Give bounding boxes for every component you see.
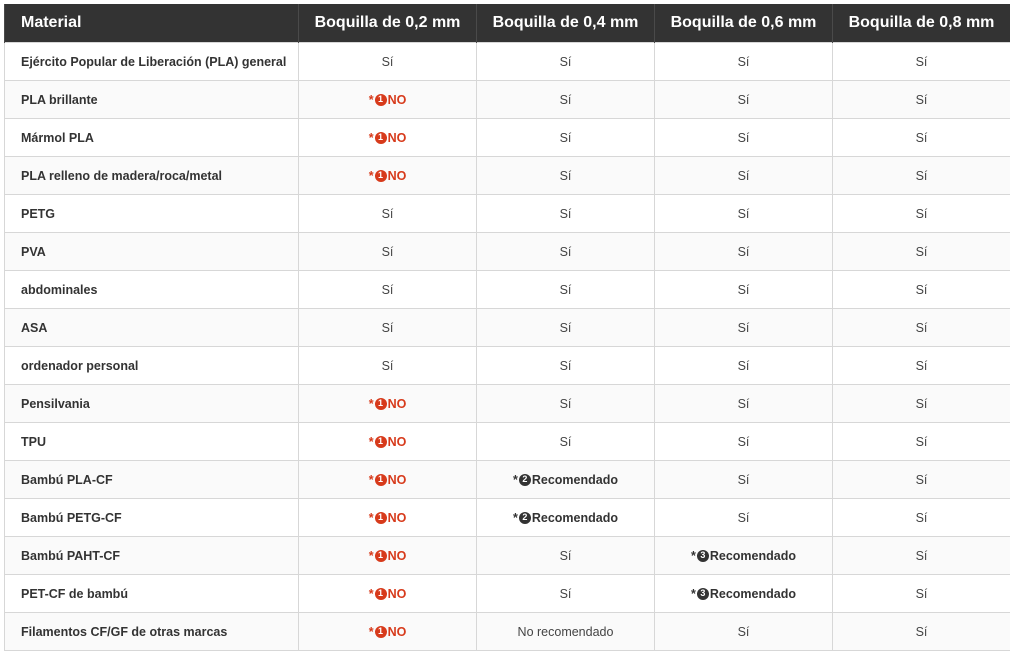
- value-yes: Sí: [559, 92, 572, 107]
- compat-cell: [655, 119, 833, 157]
- value-yes: Sí: [381, 320, 394, 335]
- asterisk-mark: *: [690, 586, 696, 601]
- compat-cell: [833, 537, 1010, 575]
- value-yes: Sí: [737, 168, 750, 183]
- recommended-label: Recomendado: [531, 510, 618, 525]
- table-row: [5, 385, 1010, 423]
- compat-cell: [477, 81, 655, 119]
- compat-cell: [833, 157, 1010, 195]
- compat-cell: [833, 613, 1010, 651]
- value-yes: Sí: [915, 586, 928, 601]
- header-nozzle-02: Boquilla de 0,2 mm: [299, 4, 477, 43]
- compat-cell: [833, 575, 1010, 613]
- value-no: [369, 549, 407, 563]
- value-yes: Sí: [737, 510, 750, 525]
- footnote-number-icon: 1: [375, 512, 387, 524]
- header-row: [5, 4, 1010, 43]
- value-yes: Sí: [737, 130, 750, 145]
- compatibility-table-container: [4, 4, 1010, 651]
- material-cell: PLA brillante: [5, 81, 299, 119]
- compat-cell: [833, 423, 1010, 461]
- value-yes: Sí: [737, 54, 750, 69]
- table-row: [5, 499, 1010, 537]
- material-cell: ordenador personal: [5, 347, 299, 385]
- value-no: [369, 131, 407, 145]
- footnote-number-icon: 1: [375, 474, 387, 486]
- value-yes: Sí: [381, 244, 394, 259]
- no-label: NO: [387, 624, 407, 639]
- compat-cell: [299, 423, 477, 461]
- compat-cell: [299, 537, 477, 575]
- nozzle-compatibility-table: [4, 4, 1010, 651]
- footnote-number-icon: 1: [375, 550, 387, 562]
- value-yes: Sí: [559, 244, 572, 259]
- footnote-number-icon: 1: [375, 588, 387, 600]
- value-no: [369, 511, 407, 525]
- table-row: [5, 81, 1010, 119]
- recommended-label: Recomendado: [531, 472, 618, 487]
- table-row: [5, 195, 1010, 233]
- footnote-number-icon: 1: [375, 626, 387, 638]
- compat-cell: [833, 347, 1010, 385]
- table-row: [5, 43, 1010, 81]
- value-yes: Sí: [737, 244, 750, 259]
- header-nozzle-08: Boquilla de 0,8 mm: [833, 4, 1010, 43]
- asterisk-mark: *: [368, 396, 374, 411]
- compat-cell: [833, 385, 1010, 423]
- value-yes: Sí: [915, 244, 928, 259]
- table-row: [5, 537, 1010, 575]
- value-yes: Sí: [559, 282, 572, 297]
- footnote-number-icon: 1: [375, 94, 387, 106]
- compat-cell: [833, 461, 1010, 499]
- table-row: [5, 613, 1010, 651]
- value-yes: Sí: [915, 358, 928, 373]
- material-cell: PET-CF de bambú: [5, 575, 299, 613]
- value-recommended: [513, 473, 618, 487]
- compat-cell: [655, 613, 833, 651]
- value-yes: Sí: [559, 548, 572, 563]
- compat-cell: [655, 81, 833, 119]
- footnote-number-icon: 2: [519, 474, 531, 486]
- value-yes: Sí: [915, 472, 928, 487]
- compat-cell: [477, 461, 655, 499]
- compat-cell: [833, 233, 1010, 271]
- value-not-recommended: No recomendado: [517, 624, 614, 639]
- value-yes: Sí: [915, 624, 928, 639]
- no-label: NO: [387, 168, 407, 183]
- asterisk-mark: *: [368, 510, 374, 525]
- compat-cell: [655, 347, 833, 385]
- value-no: [369, 473, 407, 487]
- table-row: [5, 347, 1010, 385]
- compat-cell: [655, 575, 833, 613]
- material-cell: Mármol PLA: [5, 119, 299, 157]
- value-yes: Sí: [559, 206, 572, 221]
- asterisk-mark: *: [690, 548, 696, 563]
- material-cell: abdominales: [5, 271, 299, 309]
- no-label: NO: [387, 510, 407, 525]
- value-yes: Sí: [915, 206, 928, 221]
- table-row: [5, 423, 1010, 461]
- footnote-number-icon: 2: [519, 512, 531, 524]
- compat-cell: [299, 81, 477, 119]
- compat-cell: [477, 271, 655, 309]
- value-no: [369, 397, 407, 411]
- header-nozzle-06: Boquilla de 0,6 mm: [655, 4, 833, 43]
- value-yes: Sí: [915, 396, 928, 411]
- value-yes: Sí: [737, 358, 750, 373]
- material-cell: PVA: [5, 233, 299, 271]
- value-yes: Sí: [559, 168, 572, 183]
- compat-cell: [833, 195, 1010, 233]
- compat-cell: [655, 271, 833, 309]
- asterisk-mark: *: [512, 472, 518, 487]
- compat-cell: [299, 43, 477, 81]
- material-cell: PLA relleno de madera/roca/metal: [5, 157, 299, 195]
- asterisk-mark: *: [368, 472, 374, 487]
- value-yes: Sí: [737, 282, 750, 297]
- compat-cell: [299, 157, 477, 195]
- compat-cell: [655, 233, 833, 271]
- table-row: [5, 233, 1010, 271]
- value-recommended: [691, 549, 796, 563]
- recommended-label: Recomendado: [709, 548, 796, 563]
- compat-cell: [299, 575, 477, 613]
- compat-cell: [655, 195, 833, 233]
- value-yes: Sí: [915, 168, 928, 183]
- compat-cell: [833, 499, 1010, 537]
- no-label: NO: [387, 130, 407, 145]
- footnote-number-icon: 1: [375, 170, 387, 182]
- table-row: [5, 157, 1010, 195]
- compat-cell: [299, 309, 477, 347]
- compat-cell: [299, 233, 477, 271]
- material-cell: Ejército Popular de Liberación (PLA) general: [5, 43, 299, 81]
- asterisk-mark: *: [368, 168, 374, 183]
- value-yes: Sí: [737, 472, 750, 487]
- compat-cell: [655, 43, 833, 81]
- table-row: [5, 575, 1010, 613]
- header-nozzle-04: Boquilla de 0,4 mm: [477, 4, 655, 43]
- compat-cell: [833, 119, 1010, 157]
- no-label: NO: [387, 548, 407, 563]
- header-material: Material: [5, 4, 299, 43]
- compat-cell: [299, 613, 477, 651]
- footnote-number-icon: 3: [697, 588, 709, 600]
- value-yes: Sí: [737, 624, 750, 639]
- compat-cell: [477, 575, 655, 613]
- compat-cell: [299, 195, 477, 233]
- value-yes: Sí: [381, 54, 394, 69]
- value-yes: Sí: [737, 396, 750, 411]
- compat-cell: [477, 423, 655, 461]
- value-yes: Sí: [559, 54, 572, 69]
- recommended-label: Recomendado: [709, 586, 796, 601]
- table-row: [5, 461, 1010, 499]
- material-cell: ASA: [5, 309, 299, 347]
- material-cell: Bambú PLA-CF: [5, 461, 299, 499]
- compat-cell: [477, 157, 655, 195]
- compat-cell: [655, 461, 833, 499]
- material-cell: Filamentos CF/GF de otras marcas: [5, 613, 299, 651]
- footnote-number-icon: 1: [375, 398, 387, 410]
- value-yes: Sí: [381, 358, 394, 373]
- footnote-number-icon: 1: [375, 132, 387, 144]
- compat-cell: [477, 537, 655, 575]
- compat-cell: [655, 385, 833, 423]
- compat-cell: [477, 233, 655, 271]
- compat-cell: [299, 461, 477, 499]
- asterisk-mark: *: [368, 130, 374, 145]
- material-cell: Bambú PETG-CF: [5, 499, 299, 537]
- table-row: [5, 271, 1010, 309]
- asterisk-mark: *: [512, 510, 518, 525]
- value-yes: Sí: [559, 586, 572, 601]
- material-cell: Pensilvania: [5, 385, 299, 423]
- value-yes: Sí: [915, 282, 928, 297]
- value-yes: Sí: [915, 92, 928, 107]
- compat-cell: [833, 309, 1010, 347]
- compat-cell: [477, 385, 655, 423]
- asterisk-mark: *: [368, 92, 374, 107]
- compat-cell: [299, 385, 477, 423]
- material-cell: PETG: [5, 195, 299, 233]
- compat-cell: [655, 309, 833, 347]
- value-yes: Sí: [915, 548, 928, 563]
- compat-cell: [833, 271, 1010, 309]
- table-header: [5, 4, 1010, 43]
- asterisk-mark: *: [368, 434, 374, 449]
- value-recommended: [513, 511, 618, 525]
- value-yes: Sí: [915, 54, 928, 69]
- compat-cell: [655, 157, 833, 195]
- value-no: [369, 435, 407, 449]
- value-yes: Sí: [915, 320, 928, 335]
- value-yes: Sí: [381, 206, 394, 221]
- value-yes: Sí: [381, 282, 394, 297]
- value-yes: Sí: [559, 320, 572, 335]
- no-label: NO: [387, 396, 407, 411]
- compat-cell: [299, 271, 477, 309]
- value-yes: Sí: [915, 130, 928, 145]
- compat-cell: [833, 43, 1010, 81]
- value-yes: Sí: [737, 206, 750, 221]
- compat-cell: [299, 119, 477, 157]
- value-yes: Sí: [559, 396, 572, 411]
- compat-cell: [477, 43, 655, 81]
- value-no: [369, 93, 407, 107]
- value-recommended: [691, 587, 796, 601]
- table-body: [5, 43, 1010, 651]
- compat-cell: [299, 499, 477, 537]
- compat-cell: [477, 195, 655, 233]
- compat-cell: [477, 347, 655, 385]
- compat-cell: [655, 537, 833, 575]
- value-yes: Sí: [915, 510, 928, 525]
- value-yes: Sí: [737, 434, 750, 449]
- value-yes: Sí: [915, 434, 928, 449]
- compat-cell: [477, 613, 655, 651]
- no-label: NO: [387, 92, 407, 107]
- material-cell: TPU: [5, 423, 299, 461]
- value-yes: Sí: [559, 130, 572, 145]
- value-yes: Sí: [559, 434, 572, 449]
- no-label: NO: [387, 586, 407, 601]
- no-label: NO: [387, 472, 407, 487]
- table-row: [5, 309, 1010, 347]
- compat-cell: [477, 119, 655, 157]
- value-yes: Sí: [559, 358, 572, 373]
- value-no: [369, 625, 407, 639]
- compat-cell: [655, 423, 833, 461]
- compat-cell: [833, 81, 1010, 119]
- asterisk-mark: *: [368, 548, 374, 563]
- compat-cell: [477, 499, 655, 537]
- material-cell: Bambú PAHT-CF: [5, 537, 299, 575]
- value-no: [369, 169, 407, 183]
- compat-cell: [477, 309, 655, 347]
- compat-cell: [299, 347, 477, 385]
- footnote-number-icon: 3: [697, 550, 709, 562]
- footnote-number-icon: 1: [375, 436, 387, 448]
- value-yes: Sí: [737, 320, 750, 335]
- no-label: NO: [387, 434, 407, 449]
- value-no: [369, 587, 407, 601]
- value-yes: Sí: [737, 92, 750, 107]
- table-row: [5, 119, 1010, 157]
- asterisk-mark: *: [368, 624, 374, 639]
- compat-cell: [655, 499, 833, 537]
- asterisk-mark: *: [368, 586, 374, 601]
